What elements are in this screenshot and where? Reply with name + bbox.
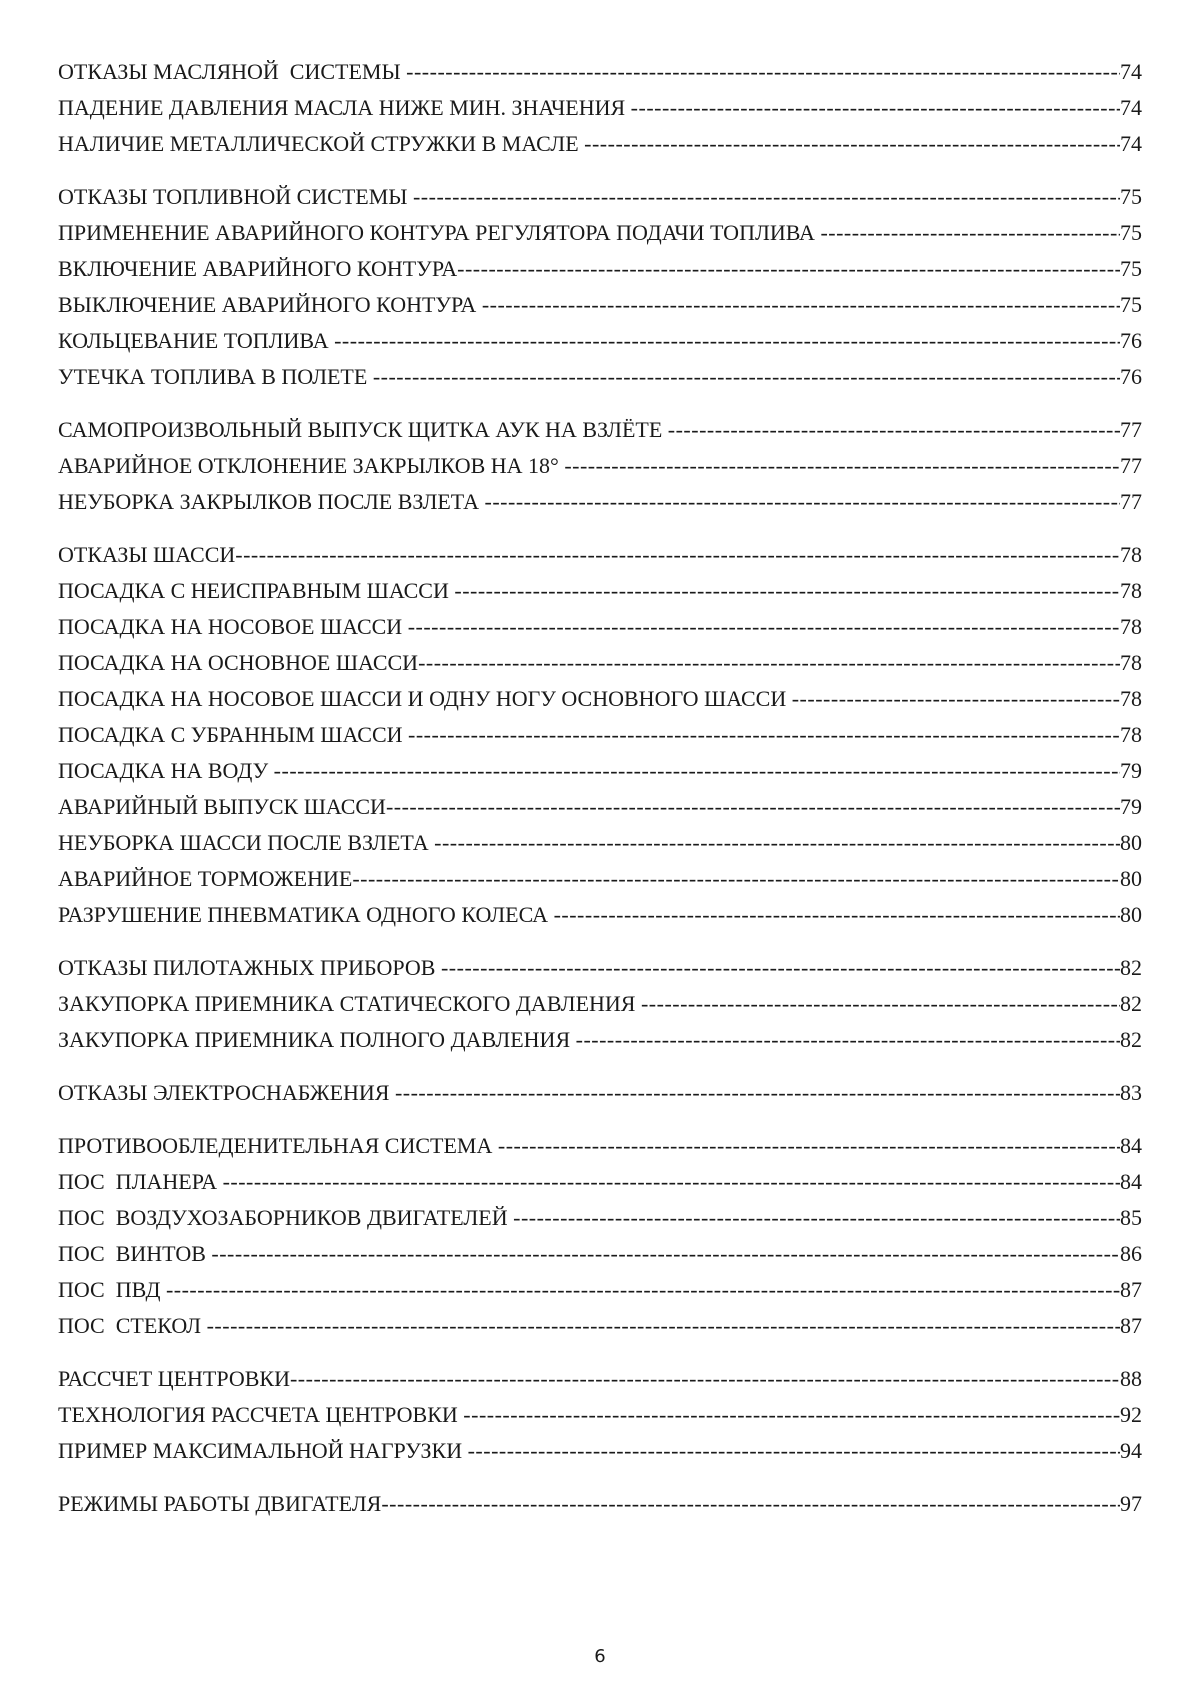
- toc-entry-page: 75: [1120, 184, 1142, 209]
- toc-entry[interactable]: [58, 1236, 1142, 1272]
- toc-entry-page: 83: [1120, 1080, 1142, 1105]
- toc-entry[interactable]: [58, 897, 1142, 933]
- toc-entry-page: 82: [1120, 1027, 1142, 1052]
- toc-dot-leader: [235, 537, 1120, 573]
- toc-section: [58, 950, 1142, 1058]
- toc-entry-page: 76: [1120, 364, 1142, 389]
- toc-entry[interactable]: [58, 609, 1142, 645]
- toc-entry-page: 78: [1120, 542, 1142, 567]
- toc-dot-leader: [290, 1361, 1120, 1397]
- toc-dot-leader: [576, 1022, 1120, 1058]
- toc-entry[interactable]: [58, 1272, 1142, 1308]
- toc-entry-page: 84: [1120, 1169, 1142, 1194]
- toc-dot-leader: [408, 717, 1120, 753]
- toc-entry[interactable]: [58, 251, 1142, 287]
- toc-entry-page: 79: [1120, 758, 1142, 783]
- toc-entry[interactable]: [58, 1308, 1142, 1344]
- toc-dot-leader: [352, 861, 1120, 897]
- table-of-contents: [58, 54, 1142, 1539]
- toc-entry-title: ПРИМЕНЕНИЕ АВАРИЙНОГО КОНТУРА РЕГУЛЯТОРА ПОДАЧИ ТОПЛИВА: [58, 220, 821, 245]
- toc-dot-leader: [584, 126, 1120, 162]
- toc-entry-title: ОТКАЗЫ МАСЛЯНОЙ СИСТЕМЫ: [58, 59, 407, 84]
- toc-entry[interactable]: [58, 484, 1142, 520]
- toc-entry[interactable]: [58, 126, 1142, 162]
- toc-section: [58, 1486, 1142, 1522]
- toc-entry[interactable]: [58, 1128, 1142, 1164]
- toc-entry-title: ВЫКЛЮЧЕНИЕ АВАРИЙНОГО КОНТУРА: [58, 292, 482, 317]
- toc-dot-leader: [211, 1236, 1120, 1272]
- toc-dot-leader: [457, 251, 1120, 287]
- toc-entry-title: ОТКАЗЫ ЭЛЕКТРОСНАБЖЕНИЯ: [58, 1080, 395, 1105]
- toc-section: [58, 1361, 1142, 1469]
- toc-entry-title: РАЗРУШЕНИЕ ПНЕВМАТИКА ОДНОГО КОЛЕСА: [58, 902, 554, 927]
- toc-dot-leader: [166, 1272, 1120, 1308]
- toc-entry-title: НАЛИЧИЕ МЕТАЛЛИЧЕСКОЙ СТРУЖКИ В МАСЛЕ: [58, 131, 585, 156]
- toc-dot-leader: [406, 54, 1120, 90]
- toc-entry-title: РАССЧЕТ ЦЕНТРОВКИ: [58, 1366, 290, 1391]
- toc-section: [58, 54, 1142, 162]
- toc-entry-page: 75: [1120, 292, 1142, 317]
- toc-dot-leader: [668, 412, 1120, 448]
- toc-dot-leader: [463, 1397, 1120, 1433]
- toc-dot-leader: [631, 90, 1120, 126]
- toc-entry-page: 86: [1120, 1241, 1142, 1266]
- toc-dot-leader: [274, 753, 1120, 789]
- toc-section: [58, 1075, 1142, 1111]
- toc-entry[interactable]: [58, 323, 1142, 359]
- toc-entry-title: ВКЛЮЧЕНИЕ АВАРИЙНОГО КОНТУРА: [58, 256, 458, 281]
- toc-entry-page: 78: [1120, 722, 1142, 747]
- toc-entry-title: ПОС ВОЗДУХОЗАБОРНИКОВ ДВИГАТЕЛЕЙ: [58, 1205, 514, 1230]
- toc-entry[interactable]: [58, 753, 1142, 789]
- toc-dot-leader: [564, 448, 1120, 484]
- toc-dot-leader: [381, 1486, 1120, 1522]
- toc-entry-page: 94: [1120, 1438, 1142, 1463]
- toc-entry-title: ОТКАЗЫ ШАССИ: [58, 542, 236, 567]
- toc-entry[interactable]: [58, 825, 1142, 861]
- toc-dot-leader: [223, 1164, 1120, 1200]
- toc-entry[interactable]: [58, 179, 1142, 215]
- toc-entry-page: 75: [1120, 256, 1142, 281]
- toc-entry-page: 77: [1120, 453, 1142, 478]
- toc-entry[interactable]: [58, 1022, 1142, 1058]
- toc-entry[interactable]: [58, 789, 1142, 825]
- toc-dot-leader: [441, 950, 1120, 986]
- page-number: 6: [594, 1646, 606, 1667]
- toc-entry[interactable]: [58, 1433, 1142, 1469]
- toc-entry-page: 74: [1120, 95, 1142, 120]
- toc-dot-leader: [482, 287, 1120, 323]
- toc-dot-leader: [413, 179, 1120, 215]
- toc-entry[interactable]: [58, 1200, 1142, 1236]
- toc-entry-page: 78: [1120, 578, 1142, 603]
- toc-entry-title: ПОСАДКА НА ОСНОВНОЕ ШАССИ: [58, 650, 419, 675]
- toc-dot-leader: [408, 609, 1120, 645]
- toc-entry[interactable]: [58, 1486, 1142, 1522]
- toc-entry[interactable]: [58, 287, 1142, 323]
- toc-entry-title: САМОПРОИЗВОЛЬНЫЙ ВЫПУСК ЩИТКА АУК НА ВЗЛЁТЕ: [58, 417, 668, 442]
- toc-entry[interactable]: [58, 573, 1142, 609]
- toc-entry-page: 75: [1120, 220, 1142, 245]
- toc-dot-leader: [334, 323, 1120, 359]
- toc-dot-leader: [513, 1200, 1120, 1236]
- toc-entry[interactable]: [58, 1361, 1142, 1397]
- toc-entry-page: 87: [1120, 1277, 1142, 1302]
- toc-entry-title: НЕУБОРКА ШАССИ ПОСЛЕ ВЗЛЕТА: [58, 830, 435, 855]
- toc-dot-leader: [792, 681, 1120, 717]
- toc-entry-title: ПОС ПВД: [58, 1277, 166, 1302]
- toc-entry-page: 76: [1120, 328, 1142, 353]
- toc-entry[interactable]: [58, 645, 1142, 681]
- toc-entry-page: 82: [1120, 991, 1142, 1016]
- toc-dot-leader: [641, 986, 1120, 1022]
- toc-entry-title: ТЕХНОЛОГИЯ РАССЧЕТА ЦЕНТРОВКИ: [58, 1402, 464, 1427]
- toc-dot-leader: [207, 1308, 1120, 1344]
- toc-entry[interactable]: [58, 950, 1142, 986]
- toc-dot-leader: [468, 1433, 1120, 1469]
- toc-entry-title: ПОСАДКА НА НОСОВОЕ ШАССИ: [58, 614, 408, 639]
- toc-entry-title: ПОСАДКА НА НОСОВОЕ ШАССИ И ОДНУ НОГУ ОСНОВНОГО ШАССИ: [58, 686, 792, 711]
- toc-entry[interactable]: [58, 986, 1142, 1022]
- toc-dot-leader: [434, 825, 1120, 861]
- toc-entry-title: УТЕЧКА ТОПЛИВА В ПОЛЕТЕ: [58, 364, 373, 389]
- toc-entry-title: ПОС ВИНТОВ: [58, 1241, 212, 1266]
- toc-entry-title: ПОС СТЕКОЛ: [58, 1313, 207, 1338]
- toc-entry-page: 97: [1120, 1491, 1142, 1516]
- toc-entry-title: ПРОТИВООБЛЕДЕНИТЕЛЬНАЯ СИСТЕМА: [58, 1133, 498, 1158]
- toc-entry-title: ОТКАЗЫ ТОПЛИВНОЙ СИСТЕМЫ: [58, 184, 413, 209]
- toc-entry-page: 80: [1120, 902, 1142, 927]
- toc-entry-page: 88: [1120, 1366, 1142, 1391]
- toc-entry-title: ПОС ПЛАНЕРА: [58, 1169, 223, 1194]
- toc-entry[interactable]: [58, 412, 1142, 448]
- toc-entry[interactable]: [58, 1397, 1142, 1433]
- toc-section: [58, 537, 1142, 933]
- toc-entry[interactable]: [58, 861, 1142, 897]
- toc-entry-title: ПОСАДКА С НЕИСПРАВНЫМ ШАССИ: [58, 578, 455, 603]
- toc-dot-leader: [820, 215, 1120, 251]
- toc-dot-leader: [498, 1128, 1120, 1164]
- toc-entry-page: 79: [1120, 794, 1142, 819]
- toc-entry[interactable]: [58, 359, 1142, 395]
- toc-entry-page: 74: [1120, 131, 1142, 156]
- toc-entry-page: 78: [1120, 650, 1142, 675]
- toc-entry-page: 80: [1120, 866, 1142, 891]
- toc-entry-title: ЗАКУПОРКА ПРИЕМНИКА ПОЛНОГО ДАВЛЕНИЯ: [58, 1027, 576, 1052]
- toc-entry-title: ПРИМЕР МАКСИМАЛЬНОЙ НАГРУЗКИ: [58, 1438, 468, 1463]
- toc-entry[interactable]: [58, 448, 1142, 484]
- toc-entry-page: 77: [1120, 417, 1142, 442]
- toc-section: [58, 1128, 1142, 1344]
- toc-entry-page: 87: [1120, 1313, 1142, 1338]
- toc-entry-title: ЗАКУПОРКА ПРИЕМНИКА СТАТИЧЕСКОГО ДАВЛЕНИЯ: [58, 991, 641, 1016]
- toc-entry-page: 85: [1120, 1205, 1142, 1230]
- toc-entry-title: АВАРИЙНОЕ ОТКЛОНЕНИЕ ЗАКРЫЛКОВ НА 18°: [58, 453, 565, 478]
- toc-entry[interactable]: [58, 681, 1142, 717]
- toc-entry-title: АВАРИЙНОЕ ТОРМОЖЕНИЕ: [58, 866, 353, 891]
- toc-entry-title: ПАДЕНИЕ ДАВЛЕНИЯ МАСЛА НИЖЕ МИН. ЗНАЧЕНИЯ: [58, 95, 631, 120]
- toc-entry[interactable]: [58, 90, 1142, 126]
- toc-dot-leader: [373, 359, 1120, 395]
- toc-entry-title: НЕУБОРКА ЗАКРЫЛКОВ ПОСЛЕ ВЗЛЕТА: [58, 489, 485, 514]
- toc-dot-leader: [454, 573, 1120, 609]
- toc-entry-title: ПОСАДКА С УБРАННЫМ ШАССИ: [58, 722, 409, 747]
- toc-entry-title: КОЛЬЦЕВАНИЕ ТОПЛИВА: [58, 328, 335, 353]
- toc-section: [58, 179, 1142, 395]
- toc-entry-title: ОТКАЗЫ ПИЛОТАЖНЫХ ПРИБОРОВ: [58, 955, 441, 980]
- toc-dot-leader: [554, 897, 1120, 933]
- toc-entry-title: ПОСАДКА НА ВОДУ: [58, 758, 274, 783]
- toc-entry-page: 84: [1120, 1133, 1142, 1158]
- toc-entry-page: 74: [1120, 59, 1142, 84]
- toc-entry-page: 77: [1120, 489, 1142, 514]
- toc-entry-page: 82: [1120, 955, 1142, 980]
- toc-entry-page: 80: [1120, 830, 1142, 855]
- toc-entry[interactable]: [58, 537, 1142, 573]
- toc-entry[interactable]: [58, 215, 1142, 251]
- toc-entry[interactable]: [58, 54, 1142, 90]
- toc-dot-leader: [395, 1075, 1120, 1111]
- toc-entry-title: РЕЖИМЫ РАБОТЫ ДВИГАТЕЛЯ: [58, 1491, 382, 1516]
- toc-entry[interactable]: [58, 1075, 1142, 1111]
- toc-entry-page: 78: [1120, 686, 1142, 711]
- toc-entry-title: АВАРИЙНЫЙ ВЫПУСК ШАССИ: [58, 794, 386, 819]
- toc-entry-page: 92: [1120, 1402, 1142, 1427]
- toc-dot-leader: [386, 789, 1120, 825]
- toc-entry-page: 78: [1120, 614, 1142, 639]
- toc-section: [58, 412, 1142, 520]
- toc-entry[interactable]: [58, 1164, 1142, 1200]
- toc-dot-leader: [418, 645, 1120, 681]
- toc-entry[interactable]: [58, 717, 1142, 753]
- toc-dot-leader: [485, 484, 1120, 520]
